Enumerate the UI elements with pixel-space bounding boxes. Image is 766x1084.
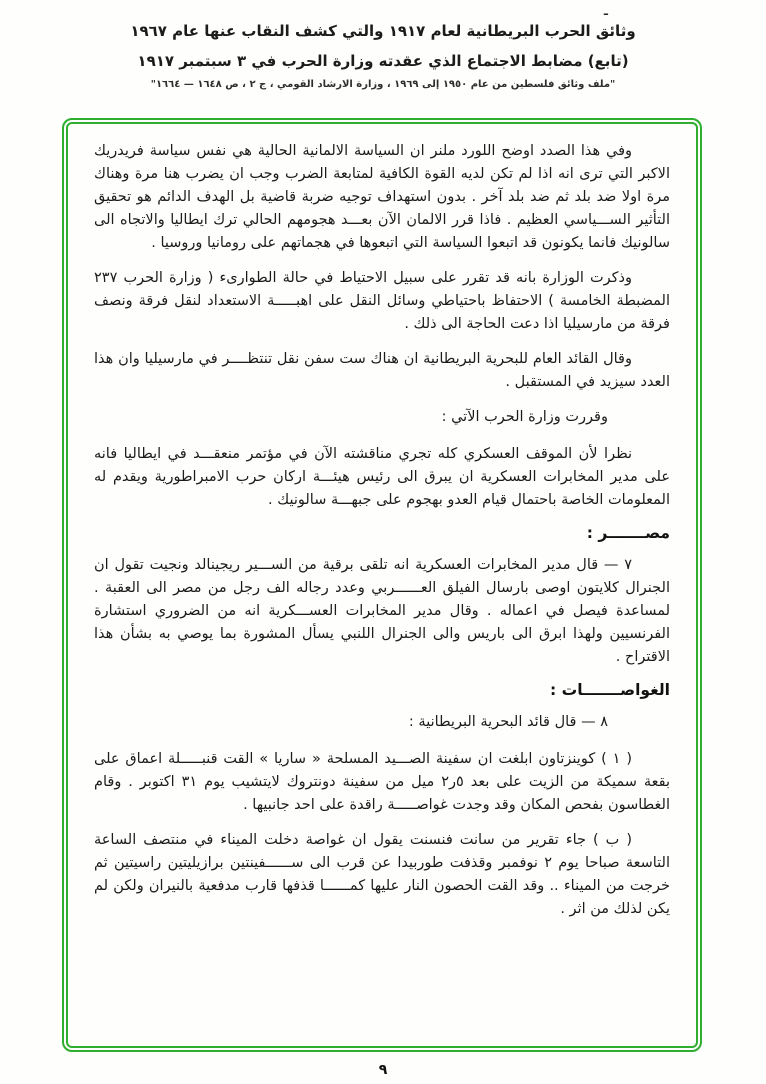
section-heading-egypt: مصـــــــر :: [586, 524, 670, 542]
body-paragraph-transport-reserve: وذكرت الوزارة بانه قد تقرر على سبيل الاحتياط في حالة الطوارىء ( وزارة الحرب ٢٣٧ المضبطة الخامسة ) الاحتفاظ باحتياطي وسائل النقل على اهبـــــة الاستعداد لنقل فرقة ونصف فرقة من مارسيليا اذا دعت الحاجة الى ذلك .: [94, 270, 670, 332]
page-number: ٩: [378, 1062, 388, 1078]
body-paragraph-item-8b-saint-vincent: ( ب ) جاء تقرير من سانت فنسنت يقول ان غواصة دخلت الميناء في منتصف الساعة التاسعة صباحا يوم ٢ نوفمبر وقذفت طوربيدا عن قرب الى ســــــفينتين برازيليتين راسيتين ثم خرجت من الميناء .. وقد القت الحصون النار عليها كمــــــا قذفها قارب مدفعية بالنيران ولكن لم يكن لذلك من اثر .: [94, 832, 670, 917]
document-subtitle: (تابع) مضابط الاجتماع الذي عقدته وزارة الحرب في ٣ سبتمبر ١٩١٧: [137, 52, 629, 70]
body-line-item-8-navy-chief: ٨ — قال قائد البحرية البريطانية :: [408, 714, 608, 730]
document-header: [0, 0, 766, 90]
document-title: وثائق الحرب البريطانية لعام ١٩١٧ والتي كشف النقاب عنها عام ١٩٦٧: [130, 22, 636, 40]
body-paragraph-navy-ships: وقال القائد العام للبحرية البريطانية ان هناك ست سفن نقل تنتظــــر في مارسيليا وان هذا العدد سيزيد في المستقبل .: [94, 351, 670, 390]
content-frame: [62, 118, 702, 1052]
body-paragraph-military-situation: نظرا لأن الموقف العسكري كله تجري مناقشته الآن في مؤتمر منعقـــد في ايطاليا فانه على مدير المخابرات العسكرية ان يبرق الى رئيس هيئـــة اركان حرب الامبراطورية ويقدم له المعلومات الخاصة باحتمال قيام العدو بهجوم على جبهـــة سالونيك .: [94, 446, 670, 508]
corner-mark: ـ: [603, 4, 608, 18]
body-line-war-office-decision: وقررت وزارة الحرب الآتي :: [441, 409, 608, 425]
body-paragraph-german-policy: وفي هذا الصدد اوضح اللورد ملنر ان السياسة الالمانية الحالية هي نفس سياسة فريدريك الاكبر التي ترى انه اذا لم تكن لديه القوة الكافية لمتابعة الضرب وجب ان يضرب هنا مرة وهناك مرة اولا ضد بلد ثم ضد بلد آخر . بدون استهداف توجيه ضربة قاضية بل الهدف الدائم هو تحقيق التأثير الســـياسي العظيم . فاذا قرر الالمان الآن بعـــد هجومهم الحالي ترك ايطاليا والاتجاه الى سالونيك فانما يكونون قد اتبعوا السياسة التي اتبعوها في هجماتهم على رومانيا وروسيا .: [94, 143, 670, 251]
document-source-citation: "ملف وثائق فلسطين من عام ١٩٥٠ إلى ١٩٦٩ ، وزارة الارشاد القومي ، ج ٢ ، ص ١٦٤٨ — ١٦٦٤": [150, 79, 616, 90]
body-paragraph-item-8a-queenstown: ( ١ ) كوينزتاون ابلغت ان سفينة الصـــيد المسلحة « ساريا » القت قنبـــــلة اعماق على بقعة سميكة من الزيت على بعد ٥ر٢ ميل من سفينة دونتروك لايتشيب يوم ٣١ اكتوبر . وقام الغطاسون بفحص المكان وقد وجدت غواصـــــة راقدة على احد جانبيها .: [94, 751, 670, 813]
body-paragraph-item-7-egypt: ٧ — قال مدير المخابرات العسكرية انه تلقى برقية من الســـير ريجينالد ونجيت تقول ان الجنرال كلايتون اوصى بارسال الفيلق العــــــربي وعدد رجاله الف رجل من مصر الى العقبة . لمساعدة فيصل في اعماله . وقال مدير المخابرات العســـكرية انه من الضروري استشارة الفرنسيين ولهذا ابرق الى باريس والى الجنرال اللنبي يسأل المشورة بما يوصي به بشأن هذا الاقتراح .: [94, 557, 670, 665]
section-heading-submarines: الغواصـــــــات :: [550, 681, 670, 699]
